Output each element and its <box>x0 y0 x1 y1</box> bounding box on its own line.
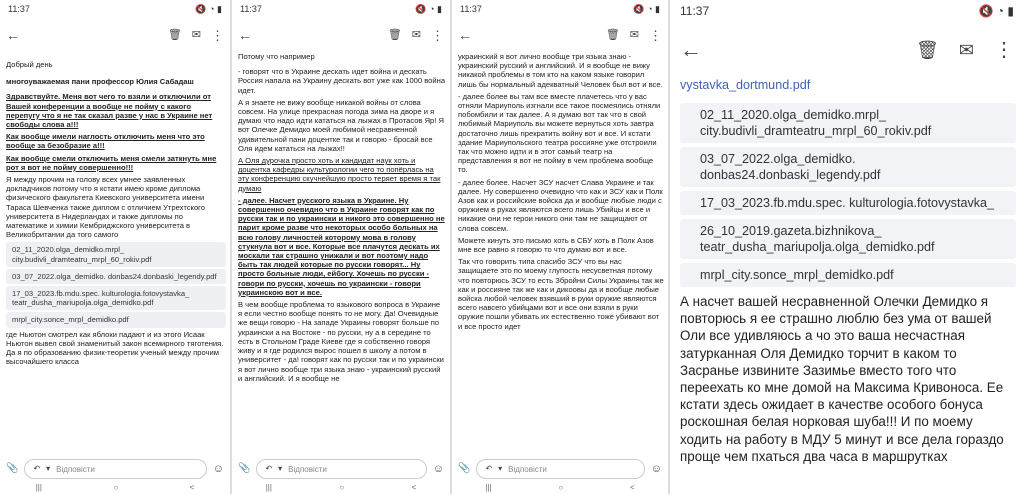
attach-icon[interactable]: 📎 <box>458 463 471 474</box>
caret-down-icon[interactable]: ▾ <box>278 464 283 473</box>
caret-down-icon[interactable]: ▾ <box>46 464 51 473</box>
greeting: Добрый день <box>6 60 53 69</box>
mail-icon[interactable]: ✉ <box>411 28 421 41</box>
status-time: 11:37 <box>240 4 262 14</box>
attachment-item[interactable]: 26_10_2019.gazeta.bizhnikova_ teatr_dusha_mariupolja.olga_demidko.pdf <box>680 219 1016 259</box>
emoji-icon[interactable]: ☺ <box>432 462 444 475</box>
mail-icon[interactable]: ✉ <box>629 28 639 41</box>
status-bar <box>0 0 230 18</box>
reply-icon[interactable]: ↶ <box>265 464 273 473</box>
paragraph: Можете кинуть это письмо хоть в СБУ хоть в Полк Азов мне все равно я говорю то что думаю вот и все. <box>458 235 654 255</box>
reply-placeholder: Відповісти <box>288 464 327 474</box>
paragraph: - далее более. Насчет ЗСУ насчет Слава Украине и так далее. Ну совершенно очевидно что как и ЗСУ как и Полк Азов как и российские войска да и вообще любые люди с оружием в руках являются всего лишь Убийцы и все и никакие они не герои никого они там не защищают от слова совсем. <box>458 177 663 233</box>
reply-placeholder: Відповісти <box>56 464 95 474</box>
paragraph: - далее. Насчет русского языка в Украине. Ну совершенно очевидно что в Украине говорят как по русски так и по украински и никого это совершенно не парит кроме разве что некоторых особо больных на всю голову личностей которому мова в голову стукнула вот и все. Которые все плачутся дескать их москали так страшно унижали и вот поэтому надо быть так людей которые по русски говорят... Ну просто больные люди, ейбогу. Хочешь по русски - говори по русски, хочешь по украински - говори украинскою вот и все. <box>238 195 445 297</box>
paragraph: А Оля дурочка просто хоть и кандидат наук хоть и доцентка кафедры культурологии чего то попёрлась на эту конференцию скучнейшую просто теряет время я так думаю <box>238 156 441 193</box>
status-time: 11:37 <box>680 4 710 18</box>
back-icon[interactable]: ← <box>680 37 702 62</box>
email-body <box>238 52 446 454</box>
trash-icon[interactable]: 🗑 <box>605 28 620 41</box>
email-panel-2 <box>232 0 450 494</box>
email-body <box>458 52 664 454</box>
attachment-item[interactable]: 03_07_2022.olga_demidko. donbas24.donbaski_legendy.pdf <box>6 269 226 284</box>
email-panel-3 <box>452 0 668 494</box>
paragraph: А я знаете не вижу вообще никакой войны от слова совсем. На улице прекрасная погода зима на дворе и я думаю что надо идти кататься на лыжах в Протасов Яр! Я вот Олечке Демидко моей любимой несравненной удивительной пани доцентке так и говорю - бросай все Оля идем кататься на лыжах!! <box>238 97 444 153</box>
back-icon[interactable]: ← <box>6 27 20 43</box>
back-icon[interactable]: ← <box>238 27 252 43</box>
attachment-item[interactable]: mrpl_city.sonce_mrpl_demidko.pdf <box>6 312 226 327</box>
trash-icon[interactable]: 🗑 <box>387 28 402 41</box>
status-time: 11:37 <box>460 4 482 14</box>
attachment-item[interactable]: mrpl_city.sonce_mrpl_demidko.pdf <box>680 263 1016 287</box>
emoji-icon[interactable]: ☺ <box>650 462 662 475</box>
paragraph: - далее более вы там все вместе плачетесь что у вас отняли Мариуполь изгнали все такое посмеялись отняли побомбили и так далее. А я думаю вот так что в свой любимый Мариуполь вы можете вернуться хоть завтра достаточно лишь прекратить войну вот и все. И кстати здание Мариупольского театра россияне уже отстроили так что можно идти и в этот самый театр на представления я вот не пойму в чем проблема вообще то. <box>458 91 661 175</box>
attachment-item[interactable]: 02_11_2020.olga_demidko.mrpl_ city.budivli_dramteatru_mrpl_60_rokiv.pdf <box>6 242 226 266</box>
system-nav <box>452 480 668 494</box>
email-body <box>680 78 1016 494</box>
paragraph: Потому что например <box>238 52 315 61</box>
attach-icon[interactable]: 📎 <box>238 463 251 474</box>
paragraph: Я между прочим на голову всех умнее заявленных докладчиков потому что я кстати имею кроме диплома физического факультета Киевского университета имени Тараса Шевченка также диплом с отличием Утрехтского университета в Нидерландах и также дипломы по математике и химии Кембриджского университета в Великобритании да того самого <box>6 175 206 240</box>
attachment-link[interactable]: vystavka_dortmund.pdf <box>680 78 811 92</box>
email-toolbar <box>232 22 450 48</box>
reply-bar <box>238 458 444 480</box>
attachment-item[interactable]: 17_03_2023.fb.mdu.spec. kulturologia.fotovystavka_ <box>680 191 1016 215</box>
recents-icon[interactable]: ||| <box>35 482 42 492</box>
attachment-item[interactable]: 17_03_2023.fb.mdu.spec. kulturologia.fotovystavka_ teatr_dusha_mariupolja.olga_demidko.pdf <box>6 286 226 310</box>
mail-icon[interactable]: ✉ <box>191 28 201 41</box>
reply-input[interactable] <box>256 459 426 479</box>
home-icon[interactable]: ○ <box>113 482 119 492</box>
reply-icon[interactable]: ↶ <box>485 464 493 473</box>
nav-back-icon[interactable]: < <box>189 482 195 492</box>
status-icons: 🔇 ◔ ▮ <box>978 4 1014 18</box>
status-icons: 🔇 ◔ ▮ <box>633 3 660 14</box>
caret-down-icon[interactable]: ▾ <box>498 464 503 473</box>
attachment-item[interactable]: 03_07_2022.olga_demidko. donbas24.donbaski_legendy.pdf <box>680 147 1016 187</box>
addressee: многоуважаемая пани профессор Юлия Сабадаш <box>6 77 194 87</box>
email-panel-1 <box>0 0 230 494</box>
reply-input[interactable] <box>24 459 206 479</box>
back-icon[interactable]: ← <box>458 27 472 43</box>
more-icon[interactable]: ⋮ <box>649 27 662 43</box>
paragraph: украинский я вот лично вообще три языка знаю - украинский русский и английский. И я вообще не вижу никакой проблемы в том кто на каком языке говорил лишь бы нормальный адекватный Человек был вот и все. <box>458 52 663 89</box>
status-time: 11:37 <box>8 4 30 14</box>
system-nav <box>232 480 450 494</box>
attachment-item[interactable]: 02_11_2020.olga_demidko.mrpl_ city.budivli_dramteatru_mrpl_60_rokiv.pdf <box>680 103 1016 143</box>
email-toolbar <box>452 22 668 48</box>
mail-icon[interactable]: ✉ <box>958 40 974 60</box>
reply-bar <box>458 458 662 480</box>
status-bar <box>670 0 1024 22</box>
status-bar <box>452 0 668 18</box>
emoji-icon[interactable]: ☺ <box>212 462 224 475</box>
trash-icon[interactable]: 🗑 <box>167 28 182 41</box>
recents-icon[interactable]: ||| <box>485 482 492 492</box>
attach-icon[interactable]: 📎 <box>6 463 19 474</box>
more-icon[interactable]: ⋮ <box>431 27 444 43</box>
home-icon[interactable]: ○ <box>558 482 564 492</box>
paragraph: Здравствуйте. Меня вот чего то взяли и отключили от Вашей конференции а вообще не пойму с какого перепугу что я не так сказал разве у нас в Украине нет свободы слова а!!! <box>6 92 213 130</box>
email-panel-4 <box>670 0 1024 494</box>
trash-icon[interactable]: 🗑 <box>916 40 939 60</box>
reply-icon[interactable]: ↶ <box>33 464 41 473</box>
home-icon[interactable]: ○ <box>339 482 345 492</box>
more-icon[interactable]: ⋮ <box>994 39 1014 61</box>
paragraph: где Ньютон смотрел как яблоки падают и из этого Исаак Ньютон вывел свой знаменитый закон всемирного тяготения. Да я по образованию физик-теоретик ученый между прочим высочайшего класса <box>6 329 224 367</box>
more-icon[interactable]: ⋮ <box>211 27 224 43</box>
paragraph: В чем вообще проблема то языкового вопроса в Украине я если честно вообще понять то не могу. Да! Очевидные же вещи говорю - На западе Украины говорят больше по украински а на Востоке - по русски, ну а в середине то есть в Стольном Граде Киеве где я собственно говоря живу и я где родился вырос пошел в школу а потом в университет - да! говорят как по русски так и по украински я вот лично вообще три языка знаю - украинский русский и английский. И я вообще не <box>238 300 444 383</box>
reply-placeholder: Відповісти <box>508 464 547 474</box>
reply-bar <box>6 458 224 480</box>
email-body <box>6 60 226 454</box>
paragraph: Как вообще смели отключить меня смели заткнуть мне рот я вот не пойму совершенно!!! <box>6 153 217 172</box>
nav-back-icon[interactable]: < <box>629 482 635 492</box>
status-bar <box>232 0 450 18</box>
recents-icon[interactable]: ||| <box>265 482 272 492</box>
status-icons: 🔇 ◔ ▮ <box>415 3 442 14</box>
paragraph: Так что говорить типа спасибо ЗСУ что вы нас защищаете это по моему глупость несусветная потому что повторюсь ЗСУ то есть Збройни Силы Украины так же как и россияне так же как и дикоовы да и вообще любые войска любой человек взявший в руки оружие являются всего навсего убийцами вот и все они взяли в руки оружие пошли убивать их естественно тоже убивают вот и все просто идет <box>458 257 664 331</box>
paragraph: А насчет вашей несравненной Олечки Демидко я повторюсь я ее страшно люблю без ума от вашей Оли все удивляюсь а чо это ваша несчастная затурканная Оля Демидко торчит в каком то Засранье извините Зазимье вместо того что переехать ко мне домой на Максима Кривоноса. Ее кстати здесь ожидает в качестве особого бонуса роскошная белая норковая шуба!!! И по моему ходить на работу в МДУ 5 минут и все дела гораздо проще чем пхаться два часа в маршрутках <box>680 294 1004 464</box>
email-toolbar <box>0 22 230 48</box>
email-toolbar <box>670 32 1024 68</box>
paragraph: - говорят что в Украине дескать идет война и дескать Россия напала на Украину дескать вот уже как 1000 война идет. <box>238 67 446 95</box>
nav-back-icon[interactable]: < <box>411 482 417 492</box>
reply-input[interactable] <box>476 459 644 479</box>
status-icons: 🔇 ◔ ▮ <box>195 3 222 14</box>
system-nav <box>0 480 230 494</box>
paragraph: Как вообще имели наглость отключить меня что это вообще за безобразие а!!! <box>6 132 205 151</box>
